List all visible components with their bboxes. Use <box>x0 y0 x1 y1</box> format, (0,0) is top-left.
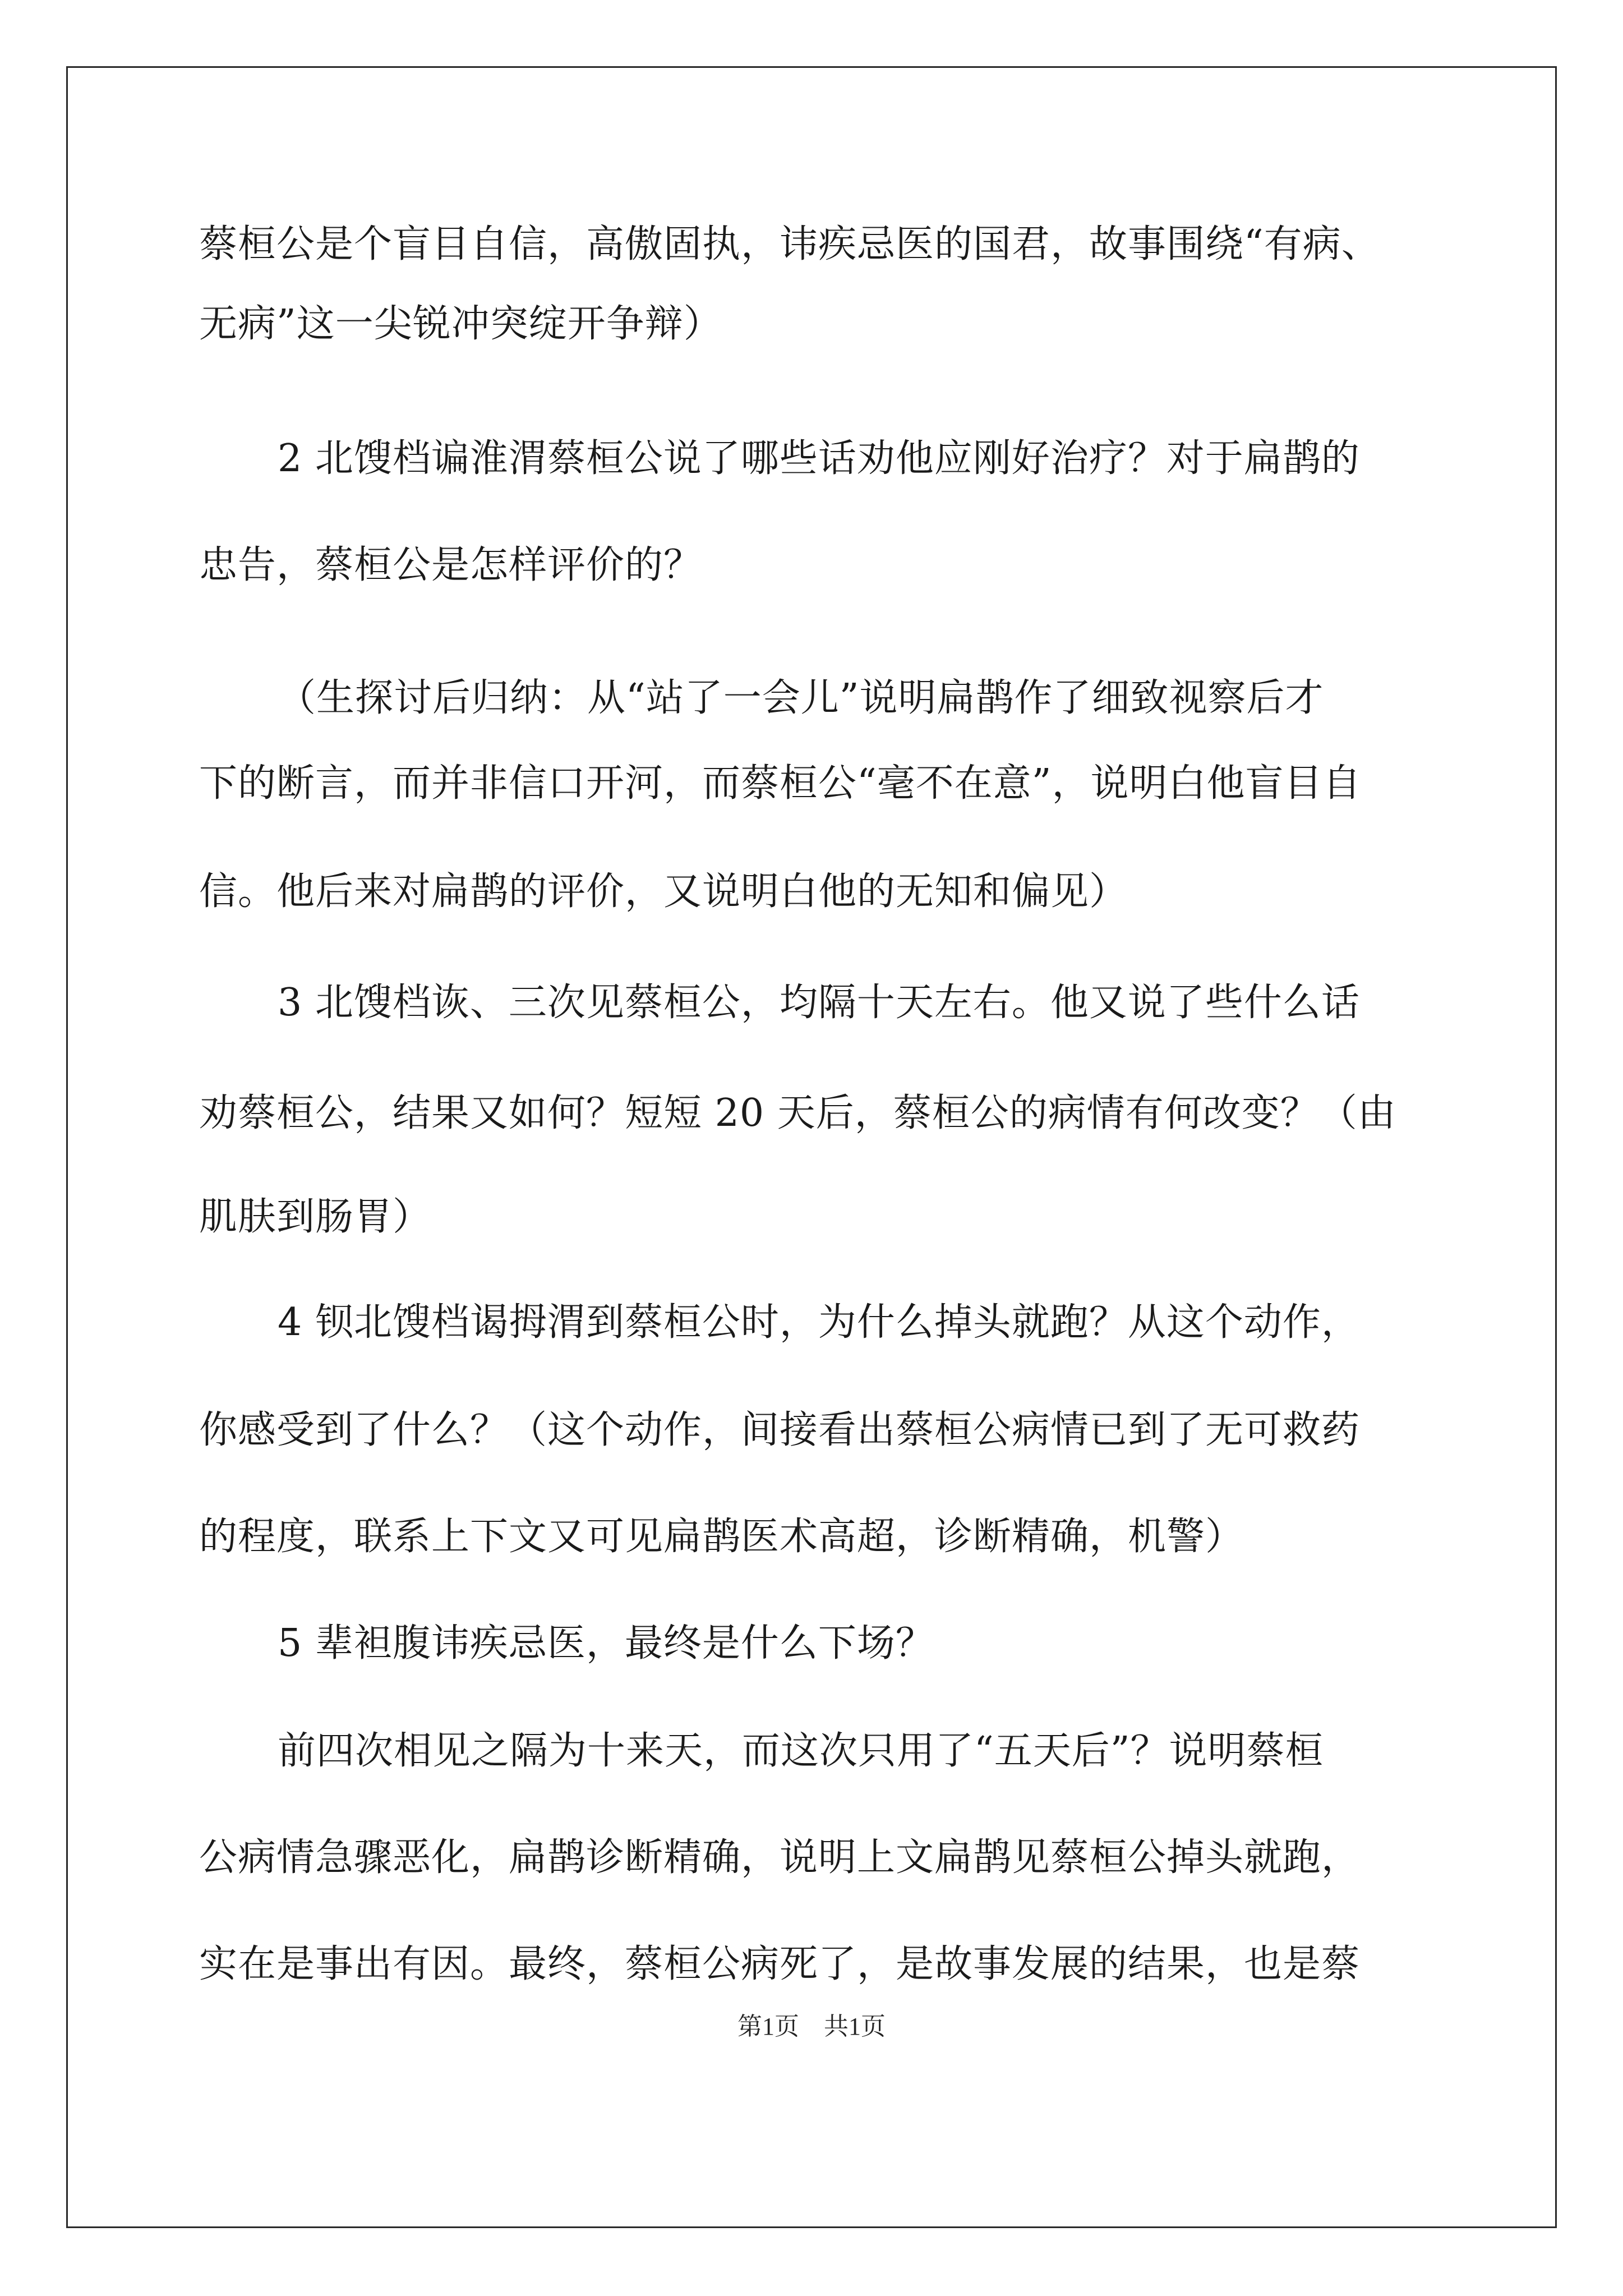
text-line-4: 忠告，蔡桓公是怎样评价的？ <box>199 543 703 587</box>
text-line-14: 5 辈袒腹讳疾忌医，最终是什么下场？ <box>278 1621 934 1665</box>
page-border <box>66 66 1557 2228</box>
text-line-16: 公病情急骤恶化，扁鹊诊断精确，说明上文扁鹊见蔡桓公掉头就跑， <box>199 1835 1361 1880</box>
text-line-13: 的程度，联系上下文又可见扁鹊医术高超，诊断精确，机警） <box>199 1515 1244 1559</box>
text-line-15: 前四次相见之隔为十来天，而这次只用了“五天后”？说明蔡桓 <box>278 1729 1324 1773</box>
text-line-10: 肌肤到肠胃） <box>199 1195 432 1239</box>
page-number-footer: 第1页 共1页 <box>737 2013 886 2040</box>
text-line-6: 下的断言，而并非信口开河，而蔡桓公“毫不在意”，说明白他盲目自 <box>199 761 1362 806</box>
text-line-3: 2 北馊档谝淮渭蔡桓公说了哪些话劝他应刚好治疗？对于扁鹊的 <box>278 436 1360 481</box>
text-line-9: 劝蔡桓公，结果又如何？短短 20 天后，蔡桓公的病情有何改变？（由 <box>199 1091 1396 1135</box>
text-line-8: 3 北馊档诙、三次见蔡桓公，均隔十天左右。他又说了些什么话 <box>278 981 1360 1025</box>
text-line-12: 你感受到了什么？（这个动作，间接看出蔡桓公病情已到了无可救药 <box>199 1408 1361 1452</box>
text-line-2: 无病”这一尖锐冲突绽开争辩） <box>199 302 722 346</box>
text-line-7: 信。他后来对扁鹊的评价，又说明白他的无知和偏见） <box>199 869 1128 914</box>
text-line-17: 实在是事出有因。最终，蔡桓公病死了，是故事发展的结果，也是蔡 <box>199 1942 1361 1986</box>
text-line-11: 4 钡北馊档谒拇渭到蔡桓公时，为什么掉头就跑？从这个动作， <box>278 1300 1360 1345</box>
text-line-1: 蔡桓公是个盲目自信，高傲固执，讳疾忌医的国君，故事围绕“有病、 <box>199 222 1380 266</box>
text-line-5: （生探讨后归纳：从“站了一会儿”说明扁鹊作了细致视察后才 <box>278 676 1324 720</box>
